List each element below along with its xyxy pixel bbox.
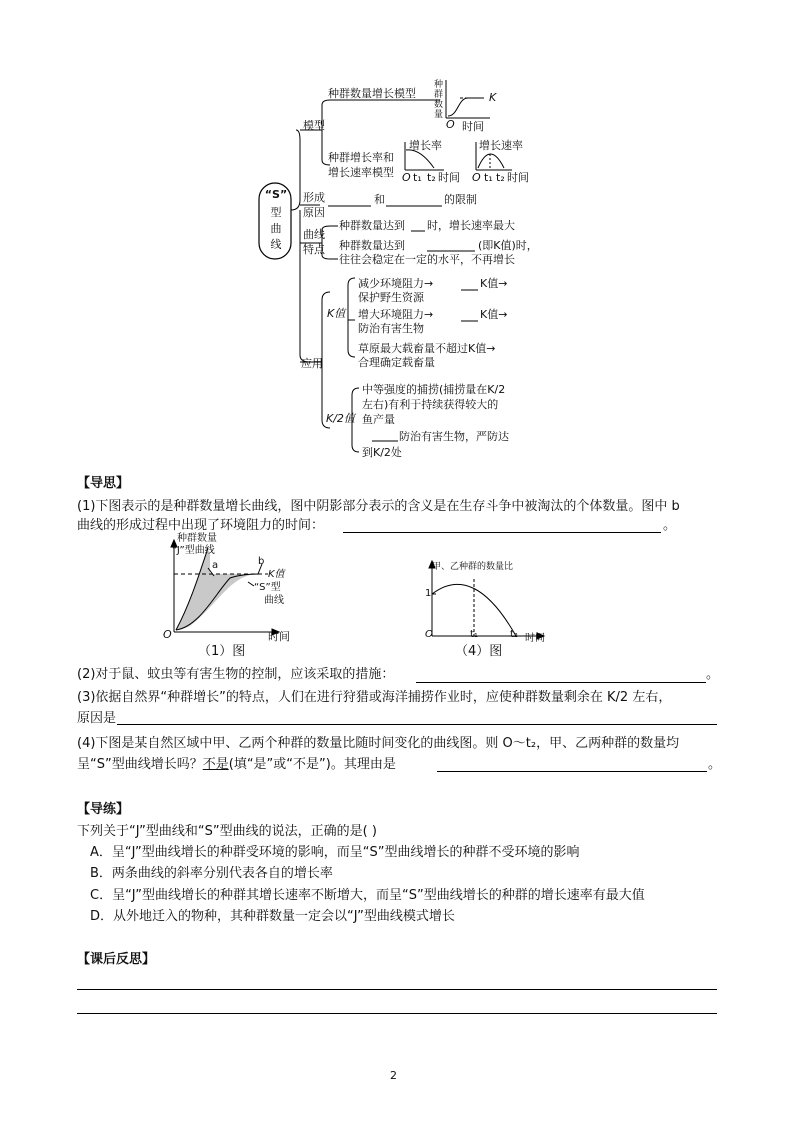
q2: (2)对于鼠、蚊虫等有害生物的控制，应该采取的措施： [77,667,395,682]
root-label: 型曲线 [270,206,282,251]
fansi-heading: 【课后反思】 [77,952,156,967]
daosi-heading: 【导思】 [77,476,130,491]
option-c[interactable]: C．呈“J”型曲线增长的种群其增长速率不断增大，而呈“S”型曲线增长的种群的增长速率有最大值 [90,888,645,903]
fig1-s-label-2: 曲线 [264,595,284,606]
option-a[interactable]: A．呈“J”型曲线增长的种群受环境的影响，而呈“S”型曲线增长的种群不受环境的影响 [90,845,580,860]
mini-k: K [489,91,497,104]
q4-line2-b: (填“是”或“不是”)。其理由是 [228,757,396,772]
branch-cause: 形成 [303,191,325,204]
fig4-xlabel: 时间 [525,633,545,644]
leaf-rate-model: 种群增长率和 [328,151,394,164]
q4-line1: (4)下图是某自然区域中甲、乙两个种群的数量比随时间变化的曲线图。则 O～t₂，甲、乙两种群的数量均 [77,736,680,751]
mini-speed-label: 增长速率 [479,139,523,152]
feature-2c: 往往会稳定在一定的水平，不再增长 [339,253,515,266]
branch-feature-2: 特点 [303,243,325,256]
fig1-j-label: “J”型曲线 [172,545,215,556]
q2-end: 。 [706,667,720,682]
option-b[interactable]: B．两条曲线的斜率分别代表各自的增长率 [90,866,333,881]
fig1-k: K值 [268,569,285,580]
mini-t2-1: t₂ [427,171,436,184]
k-node: K值 [327,307,346,320]
fig4-y1: 1 [425,588,432,599]
mini-o-2: O [472,171,481,184]
leaf-growth-model: 种群数量增长模型 [328,87,416,100]
q1-end: 。 [663,518,677,533]
k2half-node: K/2值 [326,412,355,425]
reflection-line-2[interactable] [77,1013,717,1014]
fig1-s-label: “S”型 [254,582,281,593]
k3-b: 合理确定载畜量 [358,356,435,369]
daolian-heading: 【导练】 [77,802,130,817]
mini-time-2: 时间 [507,171,529,184]
h2-a: 防治有害生物，严防达 [399,430,509,443]
h1-b: 左右)有利于持续获得较大的 [362,398,499,411]
feature-1b: 时，增长速率最大 [427,219,515,232]
root-s: “S” [264,188,288,201]
k2-c: 防治有害生物 [358,322,424,335]
fig4-origin: O [425,629,433,640]
q2-answer-line[interactable] [416,682,706,683]
mini-time: 时间 [462,120,484,133]
mini-t1-2: t₁ [484,171,493,184]
fig1-caption: （1）图 [198,644,246,659]
q4-end: 。 [708,757,722,772]
page-number: 2 [390,1069,397,1082]
q4-answer: 不是 [202,757,229,772]
k1-c: 保护野生资源 [358,291,424,304]
fig4-t2: t₂ [510,629,518,640]
q4-answer-line[interactable] [437,771,707,772]
k2-a: 增大环境阻力→ [358,308,434,321]
mini-time-1: 时间 [438,171,460,184]
fig4-t1: t₁ [470,629,478,640]
k1-a: 减少环境阻力→ [358,277,434,290]
mini-origin: O [446,118,455,131]
h1-a: 中等强度的捕捞(捕捞量在K/2 [362,383,506,396]
q1-answer-line[interactable] [343,532,661,533]
fig4-ylabel: 甲、乙种群的数量比 [432,562,514,572]
q3-line2: 原因是 [77,711,117,726]
leaf-rate-model-2: 增长速率模型 [328,166,394,179]
q1-line2: 曲线的形成过程中出现了环境阻力的时间： [77,518,325,533]
fig1-b: b [258,556,265,567]
q4-line2-a: 呈“S”型曲线增长吗？ [77,757,203,772]
cause-limit: 的限制 [444,193,477,206]
feature-2b: (即K值)时， [478,239,538,252]
q1-line1: (1)下图表示的是种群数量增长曲线，图中阴影部分表示的含义是在生存斗争中被淘汰的个体数量。图中 b [77,499,680,514]
fig4-caption: （4）图 [455,644,503,659]
mini-o-1: O [402,171,411,184]
mini-s-curve [446,80,490,118]
branch-model: 模型 [303,119,325,132]
k2-b: K值→ [480,308,508,321]
k1-b: K值→ [480,277,508,290]
fig1-origin: O [163,628,172,641]
mini-ylabel: 种群数量 [434,80,444,120]
q3-line1: (3)依据自然界“种群增长”的特点，人们在进行狩猎或海洋捕捞作业时，应使种群数量剩余在 K/2 左右， [77,690,672,705]
mini-rate-label: 增长率 [409,139,442,152]
fig1-xlabel: 时间 [268,630,290,643]
mini-t1-1: t₁ [413,171,422,184]
branch-feature: 曲线 [303,228,325,241]
cause-and: 和 [374,193,385,206]
h2-b: 到K/2处 [362,446,402,459]
k3-a: 草原最大载畜量不超过K值→ [358,342,496,355]
q3-answer-line[interactable] [117,724,717,725]
h1-c: 鱼产量 [362,413,395,426]
feature-2a: 种群数量达到 [339,239,405,252]
branch-cause-2: 原因 [303,206,325,219]
feature-1a: 种群数量达到 [339,219,405,232]
reflection-line-1[interactable] [77,989,717,990]
option-d[interactable]: D．从外地迁入的物种，其种群数量一定会以“J”型曲线模式增长 [90,909,455,924]
daolian-stem: 下列关于“J”型曲线和“S”型曲线的说法，正确的是( ) [77,824,377,839]
mini-t2-2: t₂ [496,171,505,184]
q4-line2 [77,755,396,775]
fig1-ylabel: 种群数量 [177,533,217,544]
fig1-a: a [212,560,219,571]
branch-app: 应用 [301,357,323,370]
